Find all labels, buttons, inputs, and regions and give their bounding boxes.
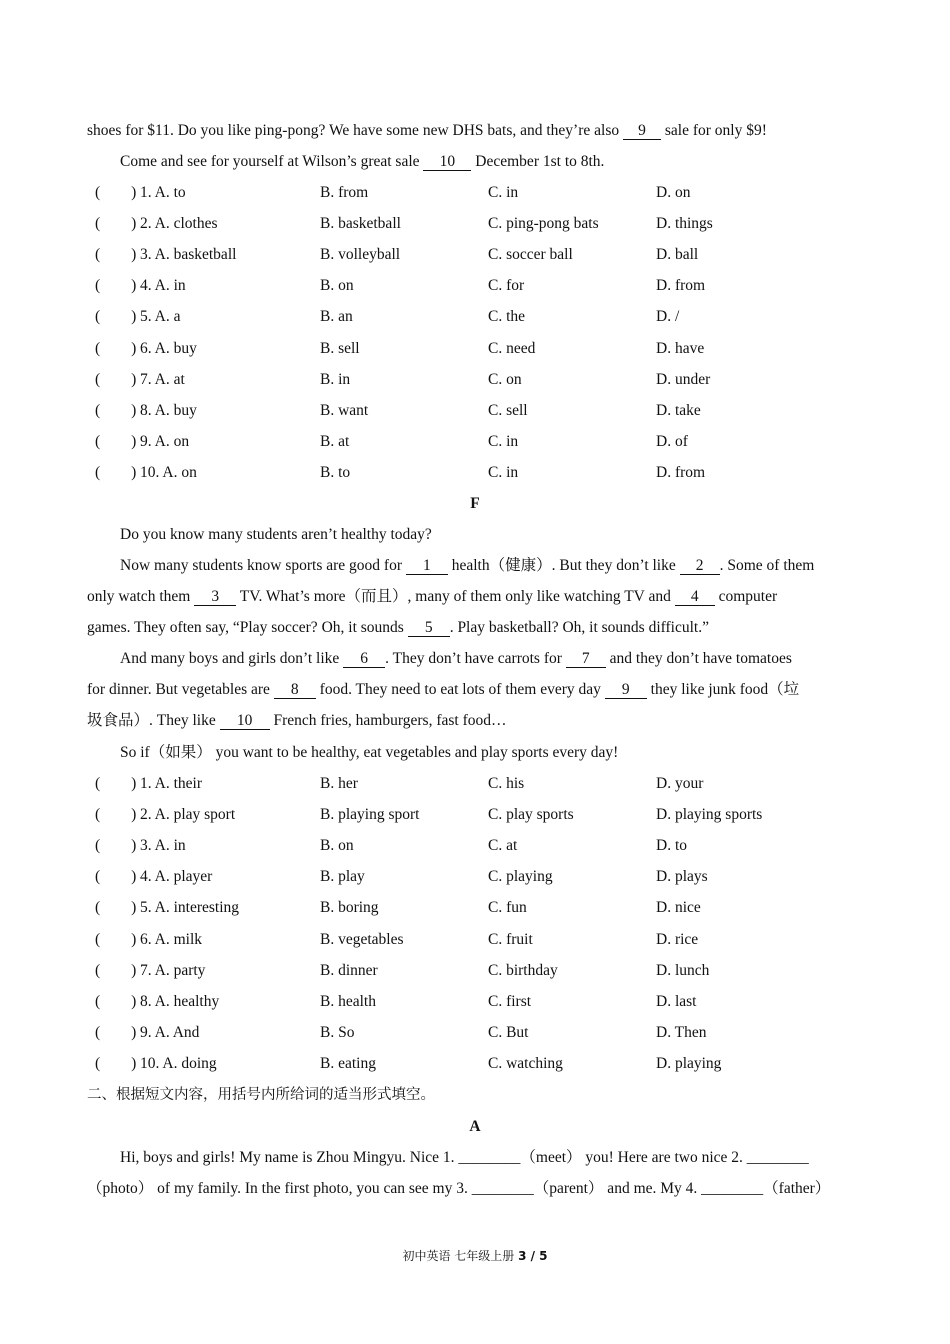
option-a: 2. A. play sport <box>140 806 236 824</box>
option-d: D. on <box>656 184 691 201</box>
paragraph-line <box>87 587 777 607</box>
paragraph-line <box>120 556 864 576</box>
answer-bracket: ( ) <box>95 339 137 357</box>
option-c: C. play sports <box>488 806 574 824</box>
option-c: C. in <box>488 432 519 450</box>
option-a: 6. A. buy <box>140 339 197 357</box>
option-c: C. soccer ball <box>488 246 573 264</box>
passage-text: TV. What’s more（而且）, many of them only like watching TV and <box>236 588 675 605</box>
answer-bracket: ( ) <box>95 432 137 450</box>
paragraph: So if（如果） you want to be healthy, eat vegetables and play sports every day! <box>120 744 619 761</box>
option-c: C. at <box>488 837 518 855</box>
answer-bracket: ( ) <box>95 463 137 481</box>
option-a: 3. A. in <box>140 837 186 855</box>
answer-bracket: ( ) <box>95 992 137 1010</box>
passage-text: sale for only $9! <box>660 122 767 139</box>
option-c: C. need <box>488 339 536 357</box>
answer-bracket: ( ) <box>95 806 137 824</box>
answer-bracket: ( ) <box>95 401 137 419</box>
answer-bracket: ( ) <box>95 930 137 948</box>
option-a: 5. A. interesting <box>140 899 240 917</box>
page-footer <box>0 1247 950 1264</box>
answer-bracket: ( ) <box>95 775 137 792</box>
passage-text: 圾食品）. They like <box>87 712 220 729</box>
option-d: D. plays <box>656 868 708 886</box>
option-b: B. playing sport <box>320 806 420 824</box>
option-b: B. dinner <box>320 961 378 979</box>
passage-text: Now many students know sports are good for <box>120 557 406 574</box>
answer-bracket: ( ) <box>95 184 137 201</box>
answer-blank: 3 <box>194 588 236 606</box>
answer-bracket: ( ) <box>95 246 137 264</box>
option-c: C. playing <box>488 868 553 886</box>
option-a: 5. A. a <box>140 308 181 326</box>
option-c: C. in <box>488 184 519 201</box>
answer-blank: 7 <box>566 650 606 668</box>
question-option-row <box>87 1054 864 1074</box>
option-b: B. eating <box>320 1054 376 1072</box>
answer-bracket: ( ) <box>95 277 137 295</box>
option-c: C. birthday <box>488 961 558 979</box>
paragraph-line <box>120 649 792 669</box>
passage-text: . Some of them <box>719 557 815 574</box>
option-a: 3. A. basketball <box>140 246 237 264</box>
option-d: D. nice <box>656 899 701 917</box>
passage-text: only watch them <box>87 588 195 605</box>
answer-bracket: ( ) <box>95 961 137 979</box>
option-d: D. under <box>656 370 711 388</box>
passage-text: food. They need to eat lots of them every day <box>315 681 605 698</box>
option-c: C. fun <box>488 899 527 917</box>
option-d: D. have <box>656 339 705 357</box>
paragraph-line <box>87 618 709 638</box>
answer-blank: 2 <box>680 557 720 575</box>
option-d: D. lunch <box>656 961 710 979</box>
question-option-row <box>87 307 864 327</box>
question-option-row <box>87 214 864 234</box>
option-c: C. fruit <box>488 930 533 948</box>
passage-text: December 1st to 8th. <box>471 153 605 170</box>
question-option-row <box>87 183 864 203</box>
paragraph-line: （photo） of my family. In the first photo, you can see my 3. ________（parent） and me. My 4. ________（father） <box>87 1180 831 1197</box>
answer-blank: 10 <box>220 712 270 730</box>
option-c: C. in <box>488 463 519 481</box>
option-b: B. boring <box>320 899 379 917</box>
answer-bracket: ( ) <box>95 1023 137 1041</box>
question-option-row <box>87 276 864 296</box>
answer-blank: 4 <box>675 588 715 606</box>
option-a: 9. A. And <box>140 1023 200 1041</box>
paragraph-line <box>87 711 506 731</box>
question-option-row <box>87 1023 864 1043</box>
paragraph-line: Hi, boys and girls! My name is Zhou Mingyu. Nice 1. ________（meet） you! Here are two nice 2. ________ <box>120 1149 809 1166</box>
passage-text: for dinner. But vegetables are <box>87 681 274 698</box>
section-heading: A <box>469 1118 481 1135</box>
passage-text: health（健康）. But they don’t like <box>447 557 680 574</box>
option-a: 7. A. at <box>140 370 185 388</box>
option-a: 8. A. healthy <box>140 992 220 1010</box>
passage-text: and they don’t have tomatoes <box>605 650 792 667</box>
option-a: 9. A. on <box>140 432 190 450</box>
option-d: D. things <box>656 215 713 233</box>
option-b: B. want <box>320 401 369 419</box>
option-a: 2. A. clothes <box>140 215 218 233</box>
option-d: D. playing <box>656 1054 722 1072</box>
option-c: C. watching <box>488 1054 563 1072</box>
option-d: D. to <box>656 837 687 855</box>
option-b: B. sell <box>320 339 360 357</box>
passage-text: French fries, hamburgers, fast food… <box>269 712 507 729</box>
page-number: 3 / 5 <box>518 1249 548 1263</box>
option-d: D. ball <box>656 246 699 264</box>
question-option-row <box>87 992 864 1012</box>
option-b: B. to <box>320 463 351 481</box>
option-d: D. from <box>656 277 706 295</box>
question-option-row <box>87 805 864 825</box>
passage-text: computer <box>714 588 778 605</box>
question-option-row <box>87 867 864 887</box>
option-b: B. So <box>320 1023 355 1041</box>
passage-text: games. They often say, “Play soccer? Oh, it sounds <box>87 619 408 636</box>
option-b: B. her <box>320 775 358 792</box>
option-a: 1. A. to <box>140 184 186 201</box>
option-d: D. take <box>656 401 701 419</box>
question-option-row <box>87 339 864 359</box>
option-d: D. rice <box>656 930 699 948</box>
question-option-row <box>87 898 864 918</box>
section-title: 二、根据短文内容，用括号内所给词的适当形式填空。 <box>87 1087 435 1103</box>
option-b: B. basketball <box>320 215 401 233</box>
answer-bracket: ( ) <box>95 308 137 326</box>
option-c: C. the <box>488 308 526 326</box>
question-option-row <box>87 370 864 390</box>
answer-bracket: ( ) <box>95 837 137 855</box>
answer-blank: 6 <box>343 650 385 668</box>
answer-blank: 9 <box>623 122 661 140</box>
option-b: B. volleyball <box>320 246 401 264</box>
answer-bracket: ( ) <box>95 899 137 917</box>
option-b: B. on <box>320 277 354 295</box>
option-d: D. of <box>656 432 688 450</box>
answer-blank: 1 <box>406 557 448 575</box>
answer-bracket: ( ) <box>95 1054 137 1072</box>
option-d: D. playing sports <box>656 806 763 824</box>
option-b: B. in <box>320 370 351 388</box>
option-c: C. ping-pong bats <box>488 215 599 233</box>
option-c: C. on <box>488 370 522 388</box>
passage-text: shoes for $11. Do you like ping-pong? We have some new DHS bats, and they’re also <box>87 122 623 139</box>
passage-text: Come and see for yourself at Wilson’s great sale <box>120 153 424 170</box>
option-a: 4. A. player <box>140 868 213 886</box>
option-b: B. at <box>320 432 350 450</box>
option-d: D. / <box>656 308 680 326</box>
option-c: C. for <box>488 277 525 295</box>
option-c: C. first <box>488 992 532 1010</box>
option-b: B. on <box>320 837 354 855</box>
answer-blank: 5 <box>408 619 450 637</box>
option-b: B. health <box>320 992 376 1010</box>
question-option-row <box>87 930 864 950</box>
passage-line <box>87 121 767 141</box>
passage-text: . They don’t have carrots for <box>385 650 566 667</box>
option-a: 6. A. milk <box>140 930 203 948</box>
paragraph: Do you know many students aren’t healthy today? <box>120 526 432 543</box>
option-c: C. But <box>488 1023 529 1041</box>
question-option-row <box>87 401 864 421</box>
answer-blank: 10 <box>423 153 471 171</box>
answer-bracket: ( ) <box>95 215 137 233</box>
passage-line <box>120 152 604 172</box>
option-d: D. Then <box>656 1023 707 1041</box>
option-b: B. vegetables <box>320 930 404 948</box>
answer-blank: 9 <box>605 681 647 699</box>
passage-text: And many boys and girls don’t like <box>120 650 344 667</box>
question-option-row <box>87 836 864 856</box>
option-a: 10. A. doing <box>140 1054 217 1072</box>
question-option-row <box>87 774 864 794</box>
option-a: 7. A. party <box>140 961 206 979</box>
answer-bracket: ( ) <box>95 868 137 886</box>
option-a: 1. A. their <box>140 775 202 792</box>
answer-bracket: ( ) <box>95 370 137 388</box>
option-a: 8. A. buy <box>140 401 197 419</box>
option-c: C. sell <box>488 401 528 419</box>
footer-label: 初中英语 七年级上册 <box>402 1249 519 1263</box>
option-c: C. his <box>488 775 525 792</box>
option-d: D. last <box>656 992 697 1010</box>
question-option-row <box>87 245 864 265</box>
question-option-row <box>87 961 864 981</box>
option-b: B. play <box>320 868 365 886</box>
question-option-row <box>87 463 864 483</box>
passage-text: they like junk food（垃 <box>646 681 800 698</box>
paragraph-line <box>87 680 799 700</box>
passage-text: . Play basketball? Oh, it sounds difficult.” <box>449 619 709 636</box>
option-a: 4. A. in <box>140 277 186 295</box>
section-heading: F <box>470 495 480 512</box>
option-b: B. an <box>320 308 353 326</box>
option-d: D. your <box>656 775 704 792</box>
question-option-row <box>87 432 864 452</box>
option-a: 10. A. on <box>140 463 197 481</box>
answer-blank: 8 <box>274 681 316 699</box>
option-b: B. from <box>320 184 369 201</box>
option-d: D. from <box>656 463 706 481</box>
